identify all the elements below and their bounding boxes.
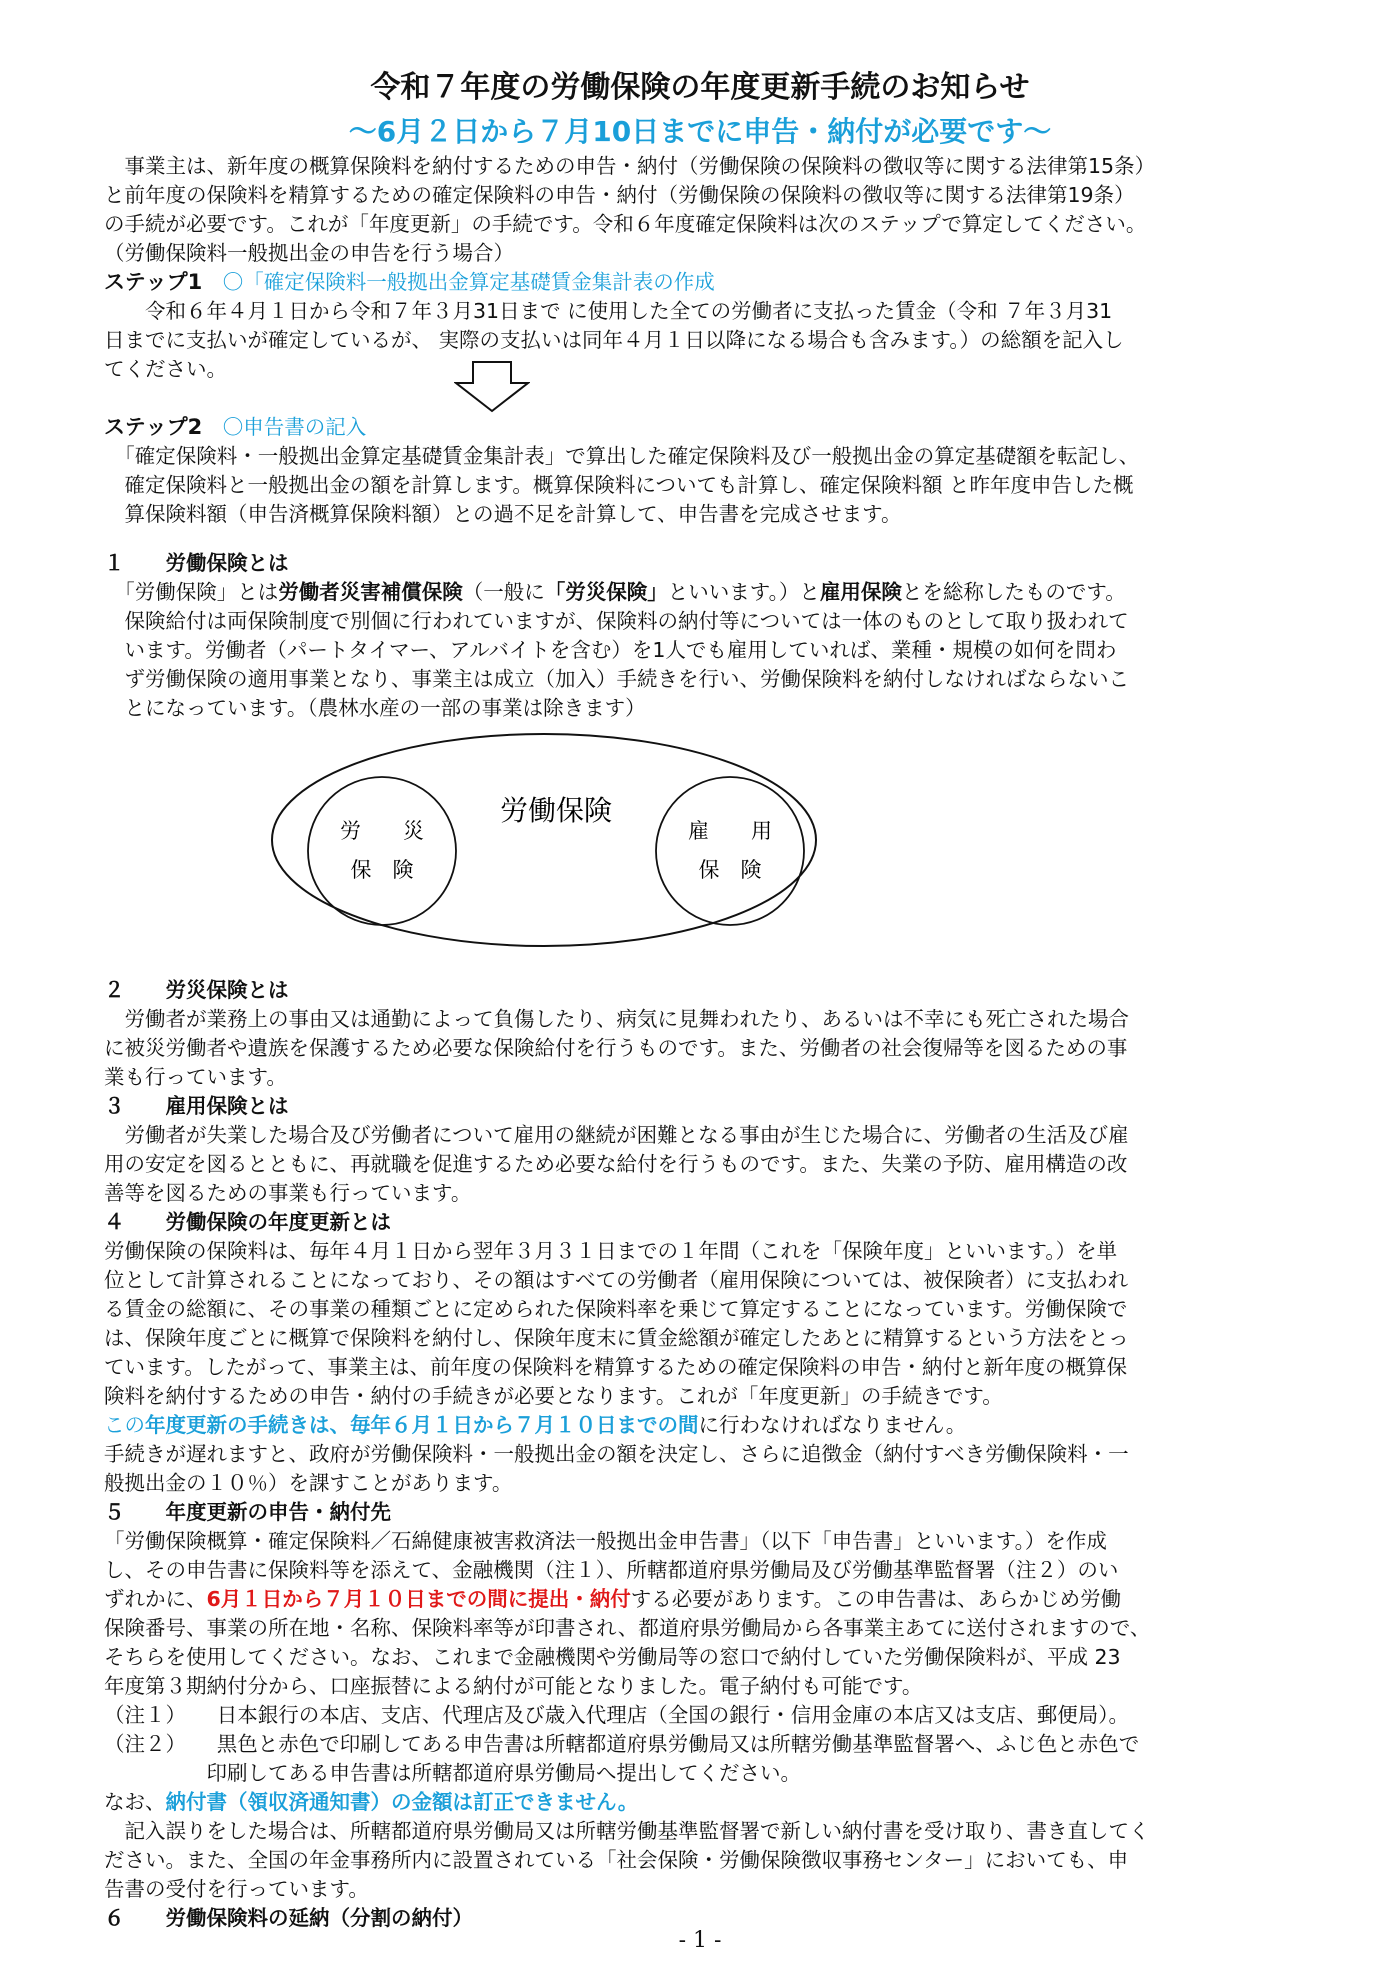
section-1-line: います。労働者（パートタイマー、アルバイトを含む）を1人でも雇用していれば、業種・規模の如何を問わ xyxy=(104,638,1117,662)
section-5-line: 「労働保険概算・確定保険料／石綿健康被害救済法一般拠出金申告書」（以下「申告書」といいます。）を作成 xyxy=(104,1529,1107,1553)
section-4 xyxy=(104,1208,1304,1498)
text-run: に行わなければなりません。 xyxy=(698,1413,967,1437)
section-5-line: 年度第３期納付分から、口座振替による納付が可能となりました。電子納付も可能です。 xyxy=(104,1674,923,1698)
diagram-center-label: 労働保険 xyxy=(499,794,613,827)
page-number: - 1 - xyxy=(678,1928,722,1953)
intro-line: （労働保険料一般拠出金の申告を行う場合） xyxy=(104,241,514,265)
section-4-line: 労働保険の保険料は、毎年４月１日から翌年３月３１日までの１年間（これを「保険年度」といいます。）を単 xyxy=(104,1239,1118,1263)
step1-line: てください。 xyxy=(104,357,227,381)
section-3-line: 善等を図るための事業も行っています。 xyxy=(104,1181,472,1205)
step2-section xyxy=(104,413,1304,529)
page-subtitle: ～6月２日から７月10日までに申告・納付が必要です～ xyxy=(348,115,1052,148)
section-5-line: （注２） 黒色と赤色で印刷してある申告書は所轄都道府県労働局又は所轄労働基準監督署へ、ふじ色と赤色で xyxy=(104,1732,1140,1756)
down-arrow-icon xyxy=(454,361,530,413)
section-1-heading: １ 労働保険とは xyxy=(104,551,289,575)
section-1-line: 保険給付は両保険制度で別個に行われていますが、保険料の納付等については一体のものとして取り扱われて xyxy=(104,609,1129,633)
step2-label: ステップ2 xyxy=(104,415,203,439)
step2-line: 確定保険料と一般拠出金の額を計算します。概算保険料についても計算し、確定保険料額 と昨年度申告した概 xyxy=(104,473,1134,497)
intro-paragraph xyxy=(104,152,1304,268)
step1-line: 令和６年４月１日から令和７年３月31日まで に使用した全ての労働者に支払った賃金（令和 ７年３月31 xyxy=(104,299,1113,323)
step1-line: 日までに支払いが確定しているが、 実際の支払いは同年４月１日以降になる場合も含みます。）の総額を記入し xyxy=(104,328,1124,352)
step2-header xyxy=(104,413,1304,442)
text-run: 「労働保険」とは xyxy=(104,580,279,604)
diagram-left-bottom: 保 険 xyxy=(350,858,414,882)
section-3-line: 労働者が失業した場合及び労働者について雇用の継続が困難となる事由が生じた場合に、労働者の生活及び雇 xyxy=(104,1123,1129,1147)
text-run: 納付書（領収済通知書）の金額は訂正できません。 xyxy=(165,1790,639,1814)
section-5-line: ださい。また、全国の年金事務所内に設置されている「社会保険・労働保険徴収事務センター」においても、申 xyxy=(104,1848,1129,1872)
step2-title: 〇申告書の記入 xyxy=(222,415,367,439)
section-2 xyxy=(104,976,1304,1092)
section-1-line: とになっています。（農林水産の一部の事業は除きます） xyxy=(104,696,646,720)
section-2-line: 業も行っています。 xyxy=(104,1065,287,1089)
text-run: なお、 xyxy=(104,1790,166,1814)
section-5-line: し、その申告書に保険料等を添えて、金融機関（注１）、所轄都道府県労働局及び労働基準監督署（注２）のい xyxy=(104,1558,1119,1582)
section-2-line: 労働者が業務上の事由又は通勤によって負傷したり、病気に見舞われたり、あるいは不幸にも死亡された場合 xyxy=(104,1007,1129,1031)
text-run: ずれかに、 xyxy=(104,1587,207,1611)
step1-section xyxy=(104,268,1304,384)
labor-insurance-diagram xyxy=(264,728,824,958)
rousai-circle xyxy=(308,777,456,925)
section-4-line: 手続きが遅れますと、政府が労働保険料・一般拠出金の額を決定し、さらに追徴金（納付すべき労働保険料・一 xyxy=(104,1442,1129,1466)
text-run: 年度更新の手続きは、毎年６月１日から７月１０日までの間 xyxy=(145,1413,699,1437)
section-2-line: に被災労働者や遺族を保護するため必要な保険給付を行うものです。また、労働者の社会復帰等を図るための事 xyxy=(104,1036,1128,1060)
section-4-line: 位として計算されることになっており、その額はすべての労働者（雇用保険については、被保険者）に支払われ xyxy=(104,1268,1129,1292)
section-4-line: る賃金の総額に、その事業の種類ごとに定められた保険料率を乗じて算定することになっています。労働保険で xyxy=(104,1297,1128,1321)
section-5-line: 印刷してある申告書は所轄都道府県労働局へ提出してください。 xyxy=(104,1761,801,1785)
section-5-line: そちらを使用してください。なお、これまで金融機関や労働局等の窓口で納付していた労働保険料が、平成 23 xyxy=(104,1645,1121,1669)
text-run: とを総称したものです。 xyxy=(901,580,1126,604)
section-5-line: 告書の受付を行っています。 xyxy=(104,1877,369,1901)
section-3-heading: ３ 雇用保険とは xyxy=(104,1094,289,1118)
text-run: 労働者災害補償保険 xyxy=(278,580,463,604)
diagram-right-top: 雇 用 xyxy=(688,819,772,843)
section-5-line: 記入誤りをした場合は、所轄都道府県労働局又は所轄労働基準監督署で新しい納付書を受け取り、書き直してく xyxy=(104,1819,1150,1843)
section-3-line: 用の安定を図るとともに、再就職を促進するため必要な給付を行うものです。また、失業の予防、雇用構造の改 xyxy=(104,1152,1128,1176)
step1-header xyxy=(104,268,1304,297)
text-run: といいます。）と xyxy=(667,580,820,604)
page-title: 令和７年度の労働保険の年度更新手続のお知らせ xyxy=(370,70,1030,105)
section-5-line: 保険番号、事業の所在地・名称、保険料率等が印書され、都道府県労働局から各事業主あてに送付されますので、 xyxy=(104,1616,1151,1640)
section-4-line: 般拠出金の１０％）を課すことがあります。 xyxy=(104,1471,513,1495)
section-1-line xyxy=(104,578,1304,607)
step2-line: 算保険料額（申告済概算保険料額）との過不足を計算して、申告書を完成させます。 xyxy=(104,502,902,526)
section-4-line: 険料を納付するための申告・納付の手続きが必要となります。これが「年度更新」の手続きです。 xyxy=(104,1384,1003,1408)
section-4-note xyxy=(104,1411,1304,1440)
intro-line: 事業主は、新年度の概算保険料を納付するための申告・納付（労働保険の保険料の徴収等に関する法律第15条） xyxy=(104,154,1156,178)
step1-title: 〇「確定保険料一般拠出金算定基礎賃金集計表の作成 xyxy=(222,270,715,294)
section-4-line: は、保険年度ごとに概算で保険料を納付し、保険年度末に賃金総額が確定したあとに精算するという方法をとっ xyxy=(104,1326,1129,1350)
section-5-line: （注１） 日本銀行の本店、支店、代理店及び歳入代理店（全国の銀行・信用金庫の本店又は支店、郵便局）。 xyxy=(104,1703,1129,1727)
text-run: この xyxy=(104,1413,145,1437)
text-run: （一般に xyxy=(462,580,545,604)
step2-line: 「確定保険料・一般拠出金算定基礎賃金集計表」で算出した確定保険料及び一般拠出金の算定基礎額を転記し、 xyxy=(104,444,1140,468)
text-run: 雇用保険 xyxy=(819,580,902,604)
section-5-heading: ５ 年度更新の申告・納付先 xyxy=(104,1500,391,1524)
diagram-right-bottom: 保 険 xyxy=(698,858,762,882)
deadline-highlight: 6月１日から７月１０日までの間に提出・納付 xyxy=(206,1587,631,1611)
step1-label: ステップ1 xyxy=(104,270,203,294)
section-4-heading: ４ 労働保険の年度更新とは xyxy=(104,1210,391,1234)
section-5 xyxy=(104,1498,1304,1904)
koyou-circle xyxy=(656,777,804,925)
section-1-line: ず労働保険の適用事業となり、事業主は成立（加入）手続きを行い、労働保険料を納付しなければならないこ xyxy=(104,667,1129,691)
intro-line: と前年度の保険料を精算するための確定保険料の申告・納付（労働保険の保険料の徴収等に関する法律第19条） xyxy=(104,183,1135,207)
section-4-line: ています。したがって、事業主は、前年度の保険料を精算するための確定保険料の申告・納付と新年度の概算保 xyxy=(104,1355,1127,1379)
section-1 xyxy=(104,549,1304,723)
section-5-deadline-line xyxy=(104,1585,1304,1614)
text-run: 「労災保険」 xyxy=(544,580,668,604)
section-5-note xyxy=(104,1788,1304,1817)
section-3 xyxy=(104,1092,1304,1208)
section-6-heading: ６ 労働保険料の延納（分割の納付） xyxy=(104,1906,473,1930)
text-run: する必要があります。この申告書は、あらかじめ労働 xyxy=(630,1587,1122,1611)
section-2-heading: ２ 労災保険とは xyxy=(104,978,289,1002)
diagram-left-top: 労 災 xyxy=(340,819,424,843)
intro-line: の手続が必要です。これが「年度更新」の手続です。令和６年度確定保険料は次のステップで算定してください。 xyxy=(104,212,1147,236)
